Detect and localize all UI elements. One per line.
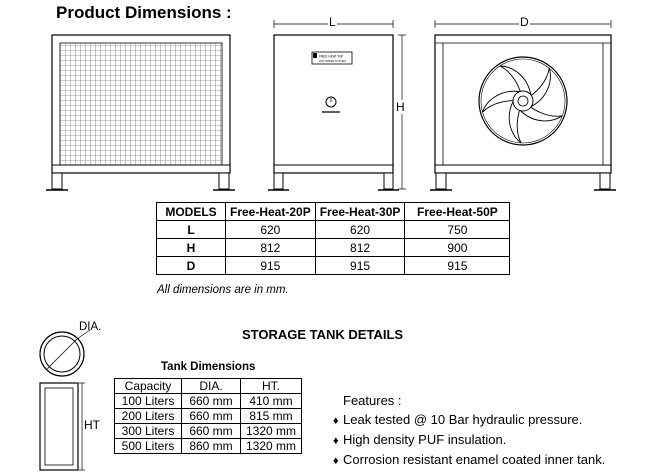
table-cell: 200 Liters: [115, 409, 182, 424]
table-header: Free-Heat-20P: [226, 203, 316, 221]
table-cell: 1320 mm: [241, 424, 302, 439]
table-cell: 620: [315, 221, 405, 239]
table-cell: 300 Liters: [115, 424, 182, 439]
diamond-bullet-icon: ♦: [333, 415, 339, 427]
table-cell: 915: [405, 257, 510, 275]
table-cell: 900: [405, 239, 510, 257]
tank-side-view-drawing: [40, 383, 85, 470]
table-cell: 620: [226, 221, 316, 239]
table-row: [115, 409, 302, 424]
table-cell: 812: [226, 239, 316, 257]
dimensions-table: [156, 202, 510, 275]
page-title: Product Dimensions :: [56, 3, 232, 22]
table-cell: 915: [226, 257, 316, 275]
tank-top-view-drawing: [40, 330, 90, 376]
table-cell: 500 Liters: [115, 439, 182, 454]
table-cell: 915: [315, 257, 405, 275]
table-row-label: H: [157, 239, 226, 257]
table-cell: 410 mm: [241, 394, 302, 409]
back-view-drawing: [430, 20, 616, 190]
table-header: Free-Heat-30P: [315, 203, 405, 221]
table-row: [157, 257, 510, 275]
features-heading: Features :: [343, 393, 402, 408]
table-row: [115, 394, 302, 409]
table-row: [157, 239, 510, 257]
table-cell: 860 mm: [182, 439, 241, 454]
table-header: MODELS: [157, 203, 226, 221]
tank-table-title: Tank Dimensions: [161, 361, 256, 373]
table-row-label: L: [157, 221, 226, 239]
dimensions-note: All dimensions are in mm.: [157, 284, 289, 296]
storage-tank-heading: STORAGE TANK DETAILS: [242, 327, 404, 342]
table-cell: 1320 mm: [241, 439, 302, 454]
table-cell: 660 mm: [182, 424, 241, 439]
label-d: D: [520, 15, 529, 29]
panel-line-1: FREE HEAT 20P: [319, 54, 344, 59]
table-cell: 660 mm: [182, 394, 241, 409]
side-view-drawing: [268, 20, 406, 190]
label-dia: DIA.: [79, 321, 102, 333]
feature-text: High density PUF insulation.: [343, 432, 507, 447]
table-header: Free-Heat-50P: [405, 203, 510, 221]
feature-text: Leak tested @ 10 Bar hydraulic pressure.: [343, 412, 583, 427]
diamond-bullet-icon: ♦: [333, 435, 339, 447]
feature-item: [333, 412, 582, 427]
table-cell: 815 mm: [241, 409, 302, 424]
table-header-row: [157, 203, 510, 221]
table-header: DIA.: [182, 379, 241, 394]
panel-line-2: HOT WATER SYSTEM: [319, 60, 346, 63]
table-header-row: [115, 379, 302, 394]
label-h: H: [396, 100, 405, 114]
label-ht: HT: [84, 418, 100, 432]
fan-icon: [479, 57, 567, 145]
table-row: [115, 424, 302, 439]
table-cell: 812: [315, 239, 405, 257]
table-row: [115, 439, 302, 454]
table-row-label: D: [157, 257, 226, 275]
feature-item: [333, 452, 605, 467]
table-cell: 100 Liters: [115, 394, 182, 409]
feature-text: Corrosion resistant enamel coated inner tank.: [343, 452, 606, 467]
front-view-drawing: [46, 35, 235, 190]
diamond-bullet-icon: ♦: [333, 455, 339, 467]
table-row: [157, 221, 510, 239]
table-cell: 750: [405, 221, 510, 239]
tank-dimensions-table: [114, 378, 302, 454]
feature-item: [333, 432, 506, 447]
label-l: L: [329, 15, 336, 29]
table-header: HT.: [241, 379, 302, 394]
table-header: Capacity: [115, 379, 182, 394]
table-cell: 660 mm: [182, 409, 241, 424]
